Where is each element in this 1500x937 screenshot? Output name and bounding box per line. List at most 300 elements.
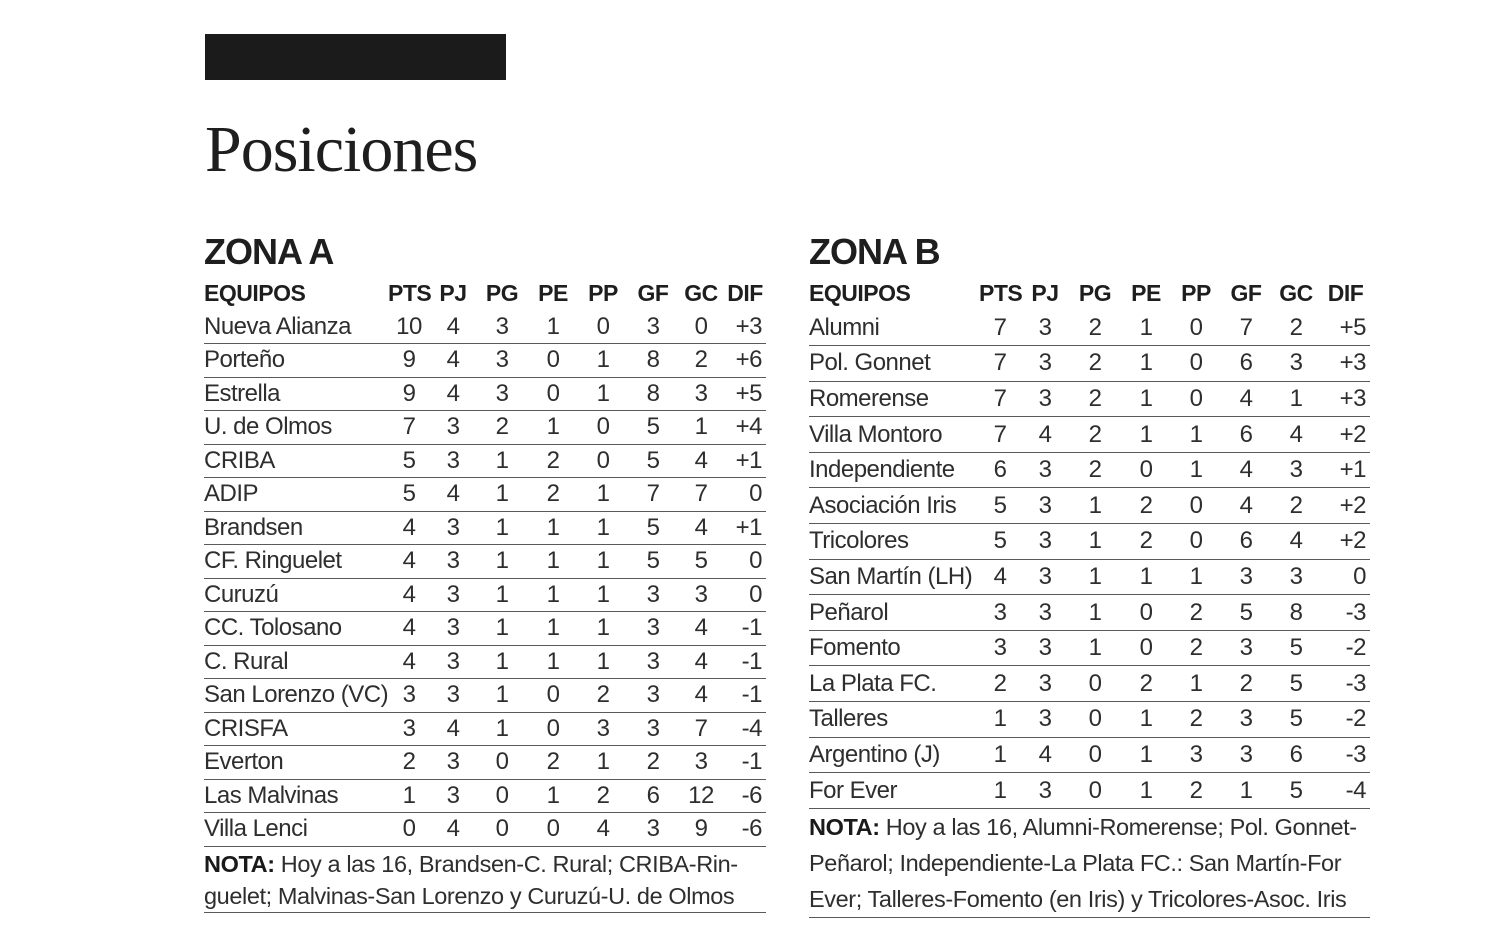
team-name: C. Rural — [204, 645, 388, 679]
stat-cell: 5 — [628, 444, 678, 478]
stat-cell: 1 — [578, 478, 628, 512]
table-row — [204, 411, 766, 445]
stat-cell: 1 — [578, 377, 628, 411]
stat-cell: 1 — [1069, 559, 1121, 595]
stat-cell: 1 — [1121, 702, 1171, 738]
stat-cell: +1 — [1321, 452, 1370, 488]
column-header: GC — [684, 279, 718, 306]
stat-cell: 5 — [1271, 773, 1321, 809]
stat-cell: 3 — [1271, 346, 1321, 382]
stat-cell: 1 — [1069, 488, 1121, 524]
stat-cell: 6 — [628, 779, 678, 813]
zona-a-title: ZONA A — [204, 231, 334, 272]
stat-cell: +5 — [1321, 310, 1370, 346]
stat-cell: 3 — [388, 712, 430, 746]
stat-cell: 3 — [1021, 773, 1069, 809]
stat-cell: 1 — [1121, 381, 1171, 417]
stat-cell: 1 — [1121, 773, 1171, 809]
stat-cell: +2 — [1321, 524, 1370, 560]
stat-cell: -2 — [1321, 630, 1370, 666]
zona-a-table — [204, 276, 766, 847]
column-header: GC — [1279, 279, 1313, 306]
table-row — [204, 578, 766, 612]
stat-cell: 5 — [628, 511, 678, 545]
stat-cell: 1 — [1171, 666, 1221, 702]
stat-cell: 1 — [476, 444, 528, 478]
stat-cell: +4 — [724, 411, 766, 445]
stat-cell: 3 — [628, 612, 678, 646]
stat-cell: 3 — [476, 344, 528, 378]
stat-cell: 4 — [430, 813, 476, 847]
stat-cell: 3 — [430, 679, 476, 713]
stat-cell: +1 — [724, 444, 766, 478]
stat-cell: 3 — [1021, 310, 1069, 346]
team-name: Asociación Iris — [809, 488, 979, 524]
stat-cell: 2 — [979, 666, 1021, 702]
stat-cell: 1 — [1171, 559, 1221, 595]
stat-cell: -4 — [1321, 773, 1370, 809]
stat-cell: 4 — [430, 310, 476, 344]
team-name: Talleres — [809, 702, 979, 738]
zona-a-section — [204, 228, 766, 913]
stat-cell: 0 — [1171, 310, 1221, 346]
stat-cell: 0 — [1069, 702, 1121, 738]
table-row — [204, 511, 766, 545]
stat-cell: 2 — [1221, 666, 1271, 702]
stat-cell: 8 — [1271, 595, 1321, 631]
table-row — [809, 559, 1370, 595]
stat-cell: -1 — [724, 612, 766, 646]
team-name: Fomento — [809, 630, 979, 666]
stat-cell: 3 — [628, 679, 678, 713]
stat-cell: 0 — [1069, 737, 1121, 773]
stat-cell: 3 — [1021, 595, 1069, 631]
stat-cell: 0 — [1121, 630, 1171, 666]
stat-cell: 1 — [578, 645, 628, 679]
table-row — [809, 417, 1370, 453]
stat-cell: 5 — [628, 411, 678, 445]
stat-cell: 2 — [1171, 702, 1221, 738]
stat-cell: 7 — [388, 411, 430, 445]
team-name: CF. Ringuelet — [204, 545, 388, 579]
stat-cell: 0 — [1069, 773, 1121, 809]
stat-cell: 0 — [578, 411, 628, 445]
stat-cell: -1 — [724, 746, 766, 780]
stat-cell: 3 — [1021, 702, 1069, 738]
stat-cell: +3 — [724, 310, 766, 344]
table-row — [204, 545, 766, 579]
stat-cell: 1 — [388, 779, 430, 813]
stat-cell: 3 — [430, 645, 476, 679]
stat-cell: 3 — [1021, 524, 1069, 560]
stat-cell: 2 — [578, 779, 628, 813]
stat-cell: 1 — [1069, 524, 1121, 560]
table-row — [204, 813, 766, 847]
stat-cell: 7 — [678, 712, 724, 746]
stat-cell: 1 — [1069, 595, 1121, 631]
stat-cell: +3 — [1321, 381, 1370, 417]
stat-cell: 0 — [678, 310, 724, 344]
stat-cell: 1 — [678, 411, 724, 445]
header-bar — [205, 34, 506, 80]
stat-cell: 0 — [528, 377, 578, 411]
stat-cell: 4 — [1271, 524, 1321, 560]
stat-cell: 2 — [1271, 310, 1321, 346]
zona-a-rows — [204, 310, 766, 846]
stat-cell: 3 — [678, 377, 724, 411]
stat-cell: 3 — [430, 746, 476, 780]
zona-a-nota-text: Hoy a las 16, Brandsen-C. Rural; CRIBA-Rin- guelet; Malvinas-San Lorenzo y Curuzú-U. de Olmos — [204, 850, 738, 909]
column-header: PG — [485, 279, 519, 306]
stat-cell: 0 — [476, 813, 528, 847]
column-header: PP — [1181, 279, 1211, 306]
stat-cell: 0 — [476, 779, 528, 813]
stat-cell: 0 — [528, 813, 578, 847]
stat-cell: 2 — [476, 411, 528, 445]
stat-cell: 6 — [1221, 417, 1271, 453]
table-row — [204, 344, 766, 378]
stat-cell: 0 — [528, 344, 578, 378]
stat-cell: 4 — [1021, 737, 1069, 773]
stat-cell: 12 — [678, 779, 724, 813]
stat-cell: 7 — [979, 417, 1021, 453]
stat-cell: 5 — [1271, 666, 1321, 702]
stat-cell: 3 — [1021, 666, 1069, 702]
stat-cell: 5 — [388, 444, 430, 478]
stat-cell: -2 — [1321, 702, 1370, 738]
stat-cell: 2 — [388, 746, 430, 780]
column-header: PP — [588, 279, 618, 306]
stat-cell: 2 — [1069, 310, 1121, 346]
stat-cell: 1 — [578, 578, 628, 612]
stat-cell: 3 — [430, 444, 476, 478]
stat-cell: 2 — [1171, 630, 1221, 666]
stat-cell: 9 — [388, 344, 430, 378]
stat-cell: 3 — [678, 578, 724, 612]
stat-cell: 0 — [1171, 381, 1221, 417]
stat-cell: 2 — [1069, 452, 1121, 488]
column-header: GF — [1230, 279, 1262, 306]
stat-cell: 0 — [1069, 666, 1121, 702]
stat-cell: 4 — [388, 578, 430, 612]
stat-cell: -6 — [724, 813, 766, 847]
stat-cell: -3 — [1321, 737, 1370, 773]
stat-cell: 3 — [1021, 346, 1069, 382]
stat-cell: 2 — [528, 444, 578, 478]
page-title: Posiciones — [205, 113, 478, 186]
stat-cell: 6 — [979, 452, 1021, 488]
column-header: PJ — [1031, 279, 1059, 306]
stat-cell: 1 — [1121, 417, 1171, 453]
team-name: Villa Lenci — [204, 813, 388, 847]
stat-cell: 9 — [388, 377, 430, 411]
stat-cell: 1 — [578, 746, 628, 780]
stat-cell: 1 — [578, 344, 628, 378]
stat-cell: 2 — [578, 679, 628, 713]
stat-cell: 1 — [476, 645, 528, 679]
team-name: Brandsen — [204, 511, 388, 545]
stat-cell: 1 — [476, 511, 528, 545]
stat-cell: 5 — [1221, 595, 1271, 631]
stat-cell: 7 — [979, 381, 1021, 417]
table-row — [204, 612, 766, 646]
stat-cell: +3 — [1321, 346, 1370, 382]
stat-cell: 3 — [979, 630, 1021, 666]
stat-cell: 4 — [388, 511, 430, 545]
stat-cell: 1 — [476, 545, 528, 579]
stat-cell: +6 — [724, 344, 766, 378]
column-header: DIF — [727, 279, 763, 306]
stat-cell: 1 — [476, 679, 528, 713]
team-name: Argentino (J) — [809, 737, 979, 773]
table-row — [809, 773, 1370, 809]
stat-cell: 0 — [1171, 346, 1221, 382]
stat-cell: 2 — [1171, 773, 1221, 809]
stat-cell: 4 — [430, 344, 476, 378]
table-row — [204, 779, 766, 813]
stat-cell: -6 — [724, 779, 766, 813]
stat-cell: 6 — [1221, 346, 1271, 382]
stat-cell: 1 — [578, 612, 628, 646]
table-row — [809, 524, 1370, 560]
team-name: Alumni — [809, 310, 979, 346]
stat-cell: 3 — [1221, 702, 1271, 738]
zona-a-nota — [204, 847, 766, 913]
stat-cell: 3 — [628, 813, 678, 847]
stat-cell: 3 — [430, 411, 476, 445]
table-row — [809, 666, 1370, 702]
stat-cell: 4 — [1271, 417, 1321, 453]
stat-cell: 5 — [678, 545, 724, 579]
table-row — [809, 346, 1370, 382]
stat-cell: 1 — [476, 612, 528, 646]
zona-b-title: ZONA B — [809, 231, 940, 272]
stat-cell: -3 — [1321, 595, 1370, 631]
stat-cell: 3 — [1271, 559, 1321, 595]
stat-cell: 4 — [1221, 488, 1271, 524]
stat-cell: 1 — [1121, 346, 1171, 382]
stat-cell: 3 — [979, 595, 1021, 631]
stat-cell: 4 — [388, 545, 430, 579]
stat-cell: 4 — [430, 478, 476, 512]
stat-cell: 1 — [1171, 452, 1221, 488]
team-name: U. de Olmos — [204, 411, 388, 445]
team-name: Peñarol — [809, 595, 979, 631]
stat-cell: 3 — [1021, 381, 1069, 417]
stat-cell: +2 — [1321, 417, 1370, 453]
stat-cell: 1 — [528, 645, 578, 679]
stat-cell: 1 — [979, 702, 1021, 738]
stat-cell: 4 — [1221, 381, 1271, 417]
stat-cell: 3 — [1221, 559, 1271, 595]
column-header: PTS — [388, 279, 432, 306]
stat-cell: 5 — [628, 545, 678, 579]
stat-cell: 1 — [1121, 310, 1171, 346]
stat-cell: 4 — [678, 511, 724, 545]
stat-cell: 1 — [1121, 737, 1171, 773]
team-name: ADIP — [204, 478, 388, 512]
stat-cell: 5 — [979, 488, 1021, 524]
stat-cell: 4 — [678, 444, 724, 478]
stat-cell: 1 — [476, 578, 528, 612]
stat-cell: 2 — [1069, 346, 1121, 382]
stat-cell: 1 — [528, 578, 578, 612]
column-header: PJ — [439, 279, 467, 306]
stat-cell: 1 — [1221, 773, 1271, 809]
zona-b-nota-text: Hoy a las 16, Alumni-Romerense; Pol. Gonnet-Peñarol; Independiente-La Plata FC.: San Martín-For Ever; Talleres-Fomento (en Iris) y Tricolores-Asoc. Iris — [809, 813, 1357, 912]
team-name: CRISFA — [204, 712, 388, 746]
stat-cell: 7 — [628, 478, 678, 512]
stat-cell: 4 — [388, 645, 430, 679]
stat-cell: 10 — [388, 310, 430, 344]
column-header: PE — [1131, 279, 1161, 306]
stat-cell: 5 — [1271, 702, 1321, 738]
team-name: CRIBA — [204, 444, 388, 478]
stat-cell: 4 — [388, 612, 430, 646]
stat-cell: 1 — [1069, 630, 1121, 666]
table-row — [809, 595, 1370, 631]
stat-cell: 4 — [430, 712, 476, 746]
stat-cell: 4 — [1221, 452, 1271, 488]
stat-cell: 6 — [1271, 737, 1321, 773]
stat-cell: 2 — [1121, 488, 1171, 524]
stat-cell: 1 — [528, 612, 578, 646]
stat-cell: 1 — [476, 712, 528, 746]
stat-cell: 3 — [430, 578, 476, 612]
team-name: San Martín (LH) — [809, 559, 979, 595]
zona-a-nota-label: NOTA: — [204, 850, 275, 877]
table-row — [204, 746, 766, 780]
table-row — [204, 679, 766, 713]
table-row — [809, 452, 1370, 488]
zona-b-section — [809, 228, 1370, 918]
zona-a-header-row — [204, 276, 766, 310]
column-header: EQUIPOS — [809, 279, 911, 306]
table-row — [204, 712, 766, 746]
stat-cell: 0 — [724, 545, 766, 579]
team-name: Nueva Alianza — [204, 310, 388, 344]
stat-cell: 4 — [430, 377, 476, 411]
stat-cell: 0 — [724, 578, 766, 612]
stat-cell: 1 — [528, 779, 578, 813]
stat-cell: 5 — [979, 524, 1021, 560]
stat-cell: 1 — [1121, 559, 1171, 595]
stat-cell: 0 — [1121, 452, 1171, 488]
team-name: Romerense — [809, 381, 979, 417]
stat-cell: 3 — [1221, 737, 1271, 773]
stat-cell: 2 — [528, 746, 578, 780]
table-row — [809, 630, 1370, 666]
stat-cell: 3 — [628, 645, 678, 679]
stat-cell: 7 — [979, 310, 1021, 346]
stat-cell: 2 — [1069, 417, 1121, 453]
table-row — [204, 645, 766, 679]
stat-cell: 4 — [979, 559, 1021, 595]
team-name: Porteño — [204, 344, 388, 378]
stat-cell: 1 — [528, 411, 578, 445]
stat-cell: 1 — [528, 511, 578, 545]
stat-cell: 3 — [1171, 737, 1221, 773]
team-name: For Ever — [809, 773, 979, 809]
stat-cell: 3 — [678, 746, 724, 780]
stat-cell: 0 — [528, 712, 578, 746]
team-name: La Plata FC. — [809, 666, 979, 702]
stat-cell: 3 — [430, 612, 476, 646]
zona-b-nota-label: NOTA: — [809, 813, 880, 840]
stat-cell: 1 — [578, 511, 628, 545]
column-header: EQUIPOS — [204, 279, 306, 306]
stat-cell: 2 — [1171, 595, 1221, 631]
table-row — [809, 310, 1370, 346]
table-row — [204, 444, 766, 478]
stat-cell: 3 — [1021, 452, 1069, 488]
team-name: Independiente — [809, 452, 979, 488]
team-name: San Lorenzo (VC) — [204, 679, 388, 713]
stat-cell: 3 — [1021, 630, 1069, 666]
stat-cell: 3 — [628, 310, 678, 344]
stat-cell: 3 — [628, 578, 678, 612]
column-header: DIF — [1327, 279, 1364, 306]
team-name: Everton — [204, 746, 388, 780]
table-row — [204, 377, 766, 411]
team-name: Villa Montoro — [809, 417, 979, 453]
stat-cell: 3 — [1271, 452, 1321, 488]
stat-cell: 3 — [1221, 630, 1271, 666]
stat-cell: 0 — [476, 746, 528, 780]
team-name: Tricolores — [809, 524, 979, 560]
stat-cell: 1 — [528, 545, 578, 579]
stat-cell: 4 — [578, 813, 628, 847]
stat-cell: +2 — [1321, 488, 1370, 524]
team-name: Pol. Gonnet — [809, 346, 979, 382]
stat-cell: 1 — [979, 773, 1021, 809]
stat-cell: 4 — [1021, 417, 1069, 453]
stat-cell: 5 — [1271, 630, 1321, 666]
stat-cell: 3 — [388, 679, 430, 713]
stat-cell: +5 — [724, 377, 766, 411]
table-row — [809, 702, 1370, 738]
stat-cell: 3 — [476, 377, 528, 411]
team-name: Curuzú — [204, 578, 388, 612]
stat-cell: -3 — [1321, 666, 1370, 702]
stat-cell: 2 — [628, 746, 678, 780]
stat-cell: 3 — [628, 712, 678, 746]
stat-cell: 8 — [628, 377, 678, 411]
stat-cell: 2 — [1121, 666, 1171, 702]
stat-cell: 3 — [430, 779, 476, 813]
stat-cell: 1 — [528, 310, 578, 344]
zona-b-nota — [809, 809, 1370, 918]
stat-cell: 1 — [578, 545, 628, 579]
stat-cell: -4 — [724, 712, 766, 746]
zona-b-table — [809, 276, 1370, 809]
column-header: GF — [637, 279, 669, 306]
stat-cell: 0 — [1171, 488, 1221, 524]
stat-cell: +1 — [724, 511, 766, 545]
stat-cell: 1 — [476, 478, 528, 512]
stat-cell: 4 — [678, 679, 724, 713]
stat-cell: 0 — [528, 679, 578, 713]
table-row — [204, 478, 766, 512]
column-header: PTS — [979, 279, 1023, 306]
stat-cell: 2 — [1271, 488, 1321, 524]
stat-cell: 0 — [1321, 559, 1370, 595]
team-name: Las Malvinas — [204, 779, 388, 813]
stat-cell: 4 — [678, 612, 724, 646]
table-row — [809, 381, 1370, 417]
stat-cell: 5 — [388, 478, 430, 512]
stat-cell: -1 — [724, 679, 766, 713]
